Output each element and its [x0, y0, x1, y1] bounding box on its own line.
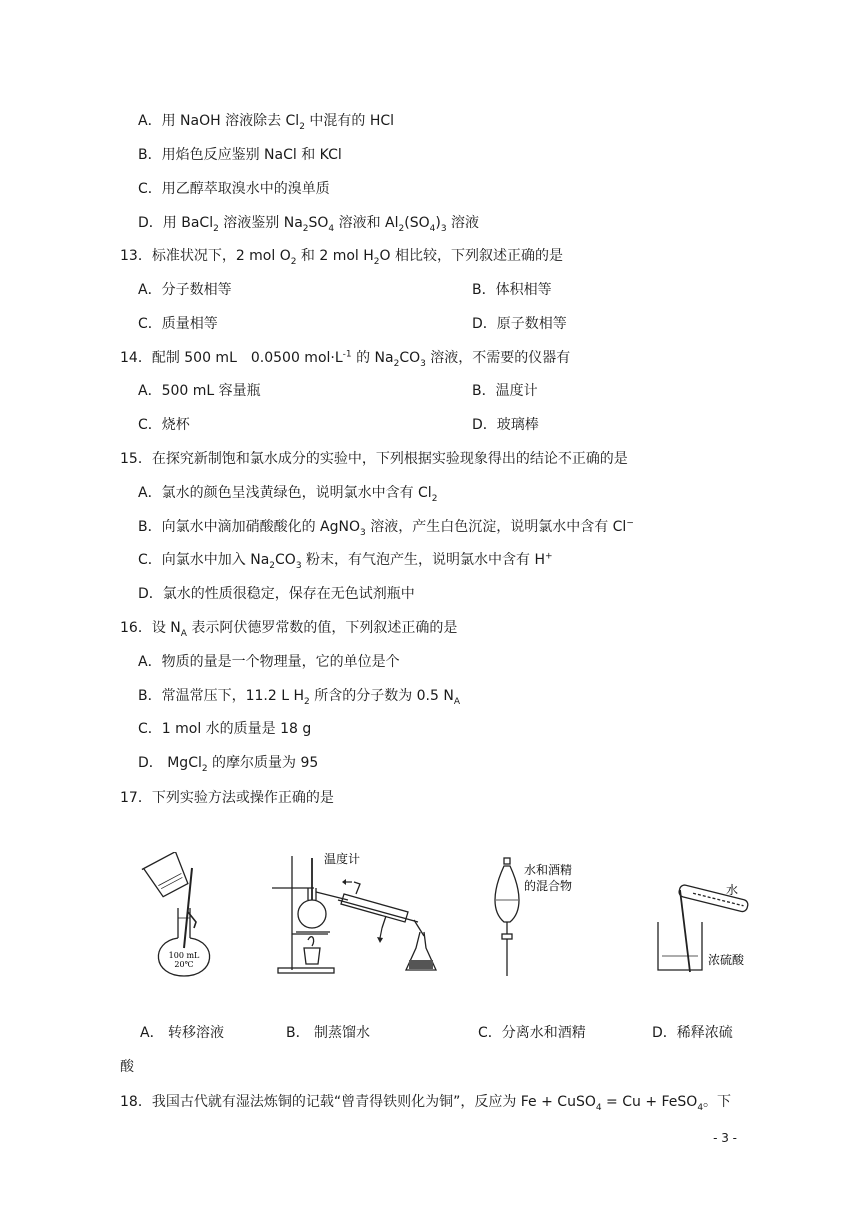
q16-option-d: D． MgCl$_2$ 的摩尔质量为 95 [138, 755, 319, 774]
caption-a: A． 转移溶液 [140, 1025, 225, 1041]
q18-stem: 18．我国古代就有湿法炼铜的记载“曾青得铁则化为铜”，反应为 Fe + CuSO$_4$ = Cu + FeSO$_4$。下 [120, 1094, 732, 1113]
q16-option-a: A．物质的量是一个物理量，它的单位是个 [138, 654, 400, 670]
flask-temp-label: 20℃ [174, 960, 194, 969]
figure-distillation [268, 848, 448, 978]
caption-d: D．稀释浓硫 [652, 1025, 733, 1041]
q16-option-b: B．常温常压下，11.2 L $H_2$ 所含的分子数为 0.5 $N_A$ [138, 688, 461, 707]
q14-stem: 14．配制 500 mL 0.0500 $mol\cdot L^{-1}$ 的 $Na_2CO_3$ 溶液，不需要的仪器有 [120, 349, 571, 369]
q16-option-c: C．1 mol 水的质量是 18 g [138, 721, 312, 737]
caption-c: C．分离水和酒精 [478, 1025, 586, 1041]
q14-option-c: C．烧杯 [138, 417, 190, 433]
q15-option-a: A．氯水的颜色呈浅黄绿色，说明氯水中含有 $Cl_2$ [138, 485, 438, 504]
q14-option-b: B．温度计 [472, 383, 538, 399]
flask-volume-label: 100 mL [168, 951, 200, 960]
caption-b: B． 制蒸馏水 [286, 1025, 371, 1041]
caption-d-wrap: 酸 [120, 1059, 134, 1075]
q13-option-c: C．质量相等 [138, 316, 218, 332]
figure-transfer-solution [140, 852, 220, 982]
q15-option-b: B．向氯水中滴加硝酸酸化的 AgNO$_3$ 溶液，产生白色沉淀，说明氯水中含有 Cl− [138, 518, 634, 538]
q12-option-d: D．用 BaCl$_2$ 溶液鉴别 $Na_2SO_4$ 溶液和 $Al_2(SO_4)_3$ 溶液 [138, 215, 480, 234]
q13-option-d: D．原子数相等 [472, 316, 567, 332]
thermometer-label: 温度计 [324, 852, 361, 866]
mixture-label-line1: 水和酒精 [524, 863, 573, 877]
q14-option-a: A．500 mL 容量瓶 [138, 383, 261, 399]
q16-stem: 16．设 $N_A$ 表示阿伏德罗常数的值，下列叙述正确的是 [120, 620, 458, 639]
q13-stem: 13．标准状况下，2 mol $O_2$ 和 2 mol $H_2O$ 相比较，下列叙述正确的是 [120, 248, 564, 267]
q14-option-d: D．玻璃棒 [472, 417, 539, 433]
q17-stem: 17．下列实验方法或操作正确的是 [120, 790, 334, 806]
page-number: - 3 - [713, 1131, 737, 1145]
q15-option-c: C．向氯水中加入 $Na_2CO_3$ 粉末，有气泡产生，说明氯水中含有 H+ [138, 551, 553, 571]
figure-separatory-funnel [488, 852, 598, 982]
q12-option-c: C．用乙醇萃取溴水中的溴单质 [138, 181, 330, 197]
q12-option-b: B．用焰色反应鉴别 NaCl 和 KCl [138, 147, 342, 163]
water-label: 水 [726, 883, 739, 897]
q15-option-d: D．氯水的性质很稳定，保存在无色试剂瓶中 [138, 586, 415, 602]
acid-label: 浓硫酸 [708, 953, 745, 967]
figure-dilute-acid [652, 880, 762, 980]
q12-option-a: A．用 NaOH 溶液除去 $Cl_2$ 中混有的 HCl [138, 113, 395, 132]
q15-stem: 15．在探究新制饱和氯水成分的实验中，下列根据实验现象得出的结论不正确的是 [120, 451, 628, 467]
q13-option-a: A．分子数相等 [138, 282, 232, 298]
mixture-label-line2: 的混合物 [524, 879, 573, 893]
q13-option-b: B．体积相等 [472, 282, 552, 298]
